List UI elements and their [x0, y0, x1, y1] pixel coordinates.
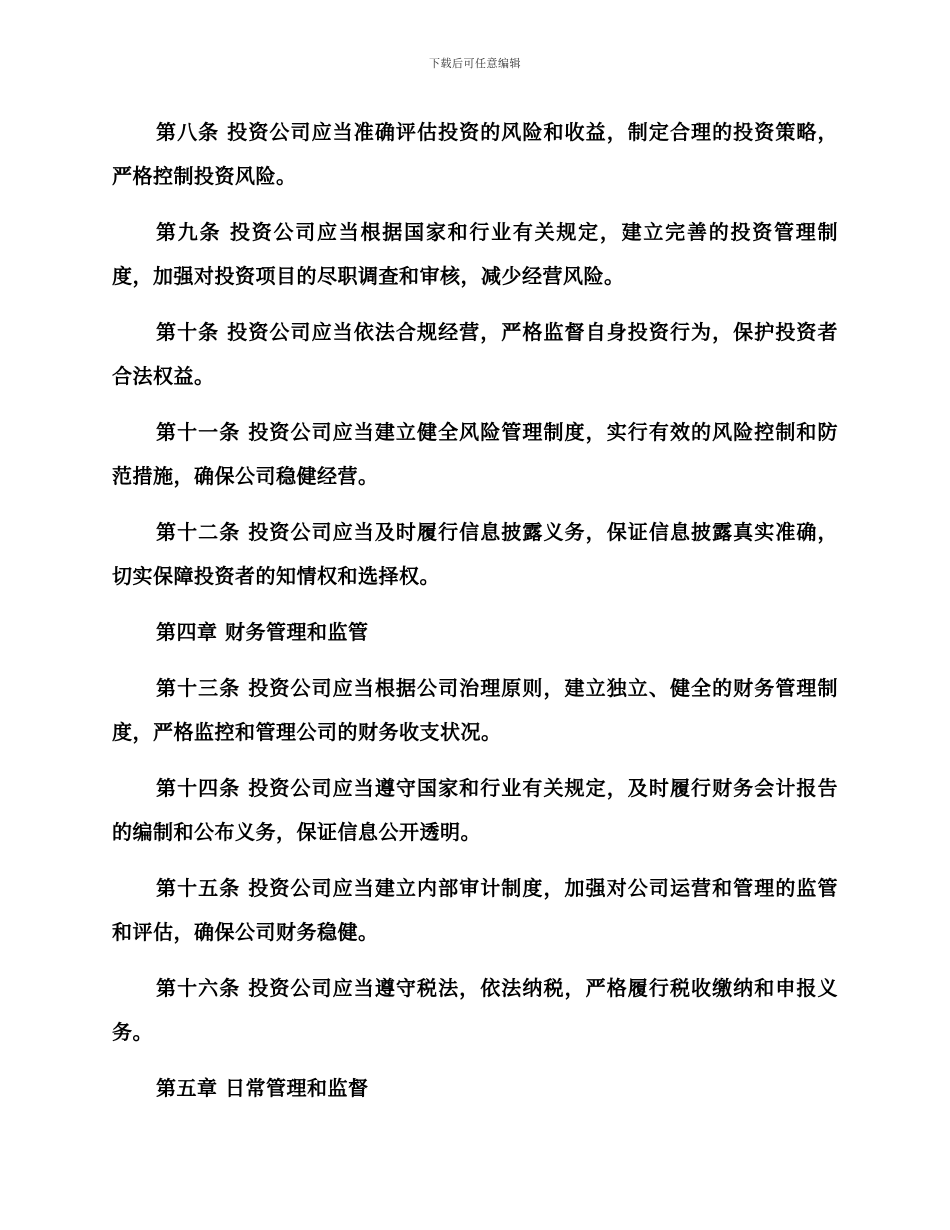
article-16: 第十六条 投资公司应当遵守税法，依法纳税，严格履行税收缴纳和申报义务。: [112, 976, 838, 1044]
article-11: 第十一条 投资公司应当建立健全风险管理制度，实行有效的风险控制和防范措施，确保公司稳健经营。: [112, 420, 838, 488]
article-15: 第十五条 投资公司应当建立内部审计制度，加强对公司运营和管理的监管和评估，确保公司财务稳健。: [112, 876, 838, 944]
article-13: 第十三条 投资公司应当根据公司治理原则，建立独立、健全的财务管理制度，严格监控和管理公司的财务收支状况。: [112, 676, 838, 744]
article-14: 第十四条 投资公司应当遵守国家和行业有关规定，及时履行财务会计报告的编制和公布义务，保证信息公开透明。: [112, 776, 838, 844]
article-8: 第八条 投资公司应当准确评估投资的风险和收益，制定合理的投资策略，严格控制投资风险。: [112, 120, 838, 188]
header-note: 下载后可任意编辑: [429, 57, 521, 70]
chapter-5-heading: 第五章 日常管理和监督: [156, 1076, 369, 1100]
article-9: 第九条 投资公司应当根据国家和行业有关规定，建立完善的投资管理制度，加强对投资项目的尽职调查和审核，减少经营风险。: [112, 220, 838, 288]
document-body: [112, 110, 838, 1122]
chapter-4-heading: 第四章 财务管理和监管: [156, 620, 369, 644]
article-12: 第十二条 投资公司应当及时履行信息披露义务，保证信息披露真实准确，切实保障投资者的知情权和选择权。: [112, 520, 838, 588]
article-10: 第十条 投资公司应当依法合规经营，严格监督自身投资行为，保护投资者合法权益。: [112, 320, 838, 388]
